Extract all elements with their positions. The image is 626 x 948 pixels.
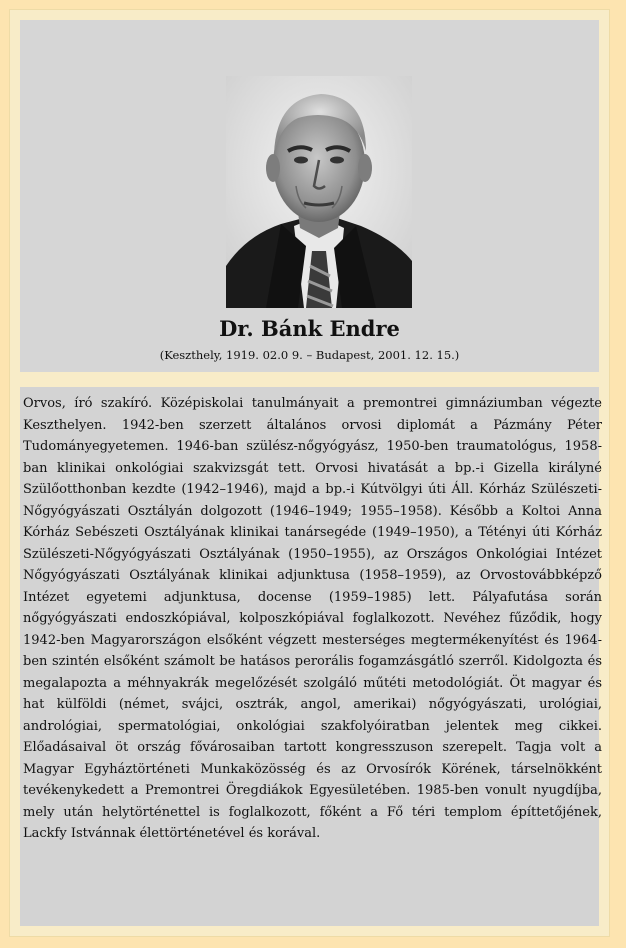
biography-text: Orvos, író szakíró. Középiskolai tanulmányait a premontrei gimnáziumban végezte Keszthelyen. 1942-ben szerzett általános orvosi diplomát a Pázmány Péter Tudományegyetemen. 1946-ban szülész-nőgyógyász, 1950-ben traumatológus, 1958-ban klinikai onkológiai szakvizsgát tett. Orvosi hivatását a bp.-i Gizella királyné Szülőotthonban kezdte (1942–1946), majd a bp.-i Kútvölgyi úti Áll. Kórház Szülészeti-Nőgyógyászati Osztályán dolgozott (1946–1949; 1955–1958). Később a Koltoi Anna Kórház Sebészeti Osztályának klinikai tanársegéde (1949–1950), a Tétényi úti Kórház Szülészeti-Nőgyógyászati Osztályának (1950–1955), az Országos Onkológiai Intézet Nőgyógyászati Osztályának klinikai adjunktusa (1958–1959), az Orvostovábbképző Intézet egyetemi adjunktusa, docense (1959–1985) lett. Pályafutása során nőgyógyászati endoszkópiával, kolposzkópiával foglalkozott. Nevéhez fűződik, hogy 1942-ben Magyarországon elsőként végzett mesterséges megtermékenyítést és 1964-ben szintén elsőként számolt be hatásos perorális fogamzásgátló szerről. Kidolgozta és megalapozta a méhnyakrák megelőzését szolgáló műtéti metodológiát. Öt magyar és hat külföldi (német, svájci, osztrák, angol, amerikai) nőgyógyászati, urológiai, andrológiai, spermatológiai, onkológiai szakfolyóiratban jelentek meg cikkei. Előadásaival öt ország fővárosaiban tartott kongresszuson szerepelt. Tagja volt a Magyar Egyháztörténeti Munkaközösség és az Orvosírók Körének, társelnökként tevékenykedett a Premontrei Öregdiákok Egyesületében. 1985-ben vonult nyugdíjba, mely után helytörténettel is foglalkozott, főként a Fő téri templom építtetőjének, Lackfy Istvánnak élettörténetével és korával. — [23, 396, 602, 841]
content-panel — [20, 20, 602, 926]
person-name: Dr. Bánk Endre — [219, 316, 400, 341]
page-frame — [9, 9, 610, 937]
portrait-photo — [226, 76, 412, 308]
life-dates: (Keszthely, 1919. 02.0 9. – Budapest, 2001. 12. 15.) — [159, 348, 460, 362]
header-panel — [20, 20, 599, 372]
section-divider — [20, 372, 599, 387]
